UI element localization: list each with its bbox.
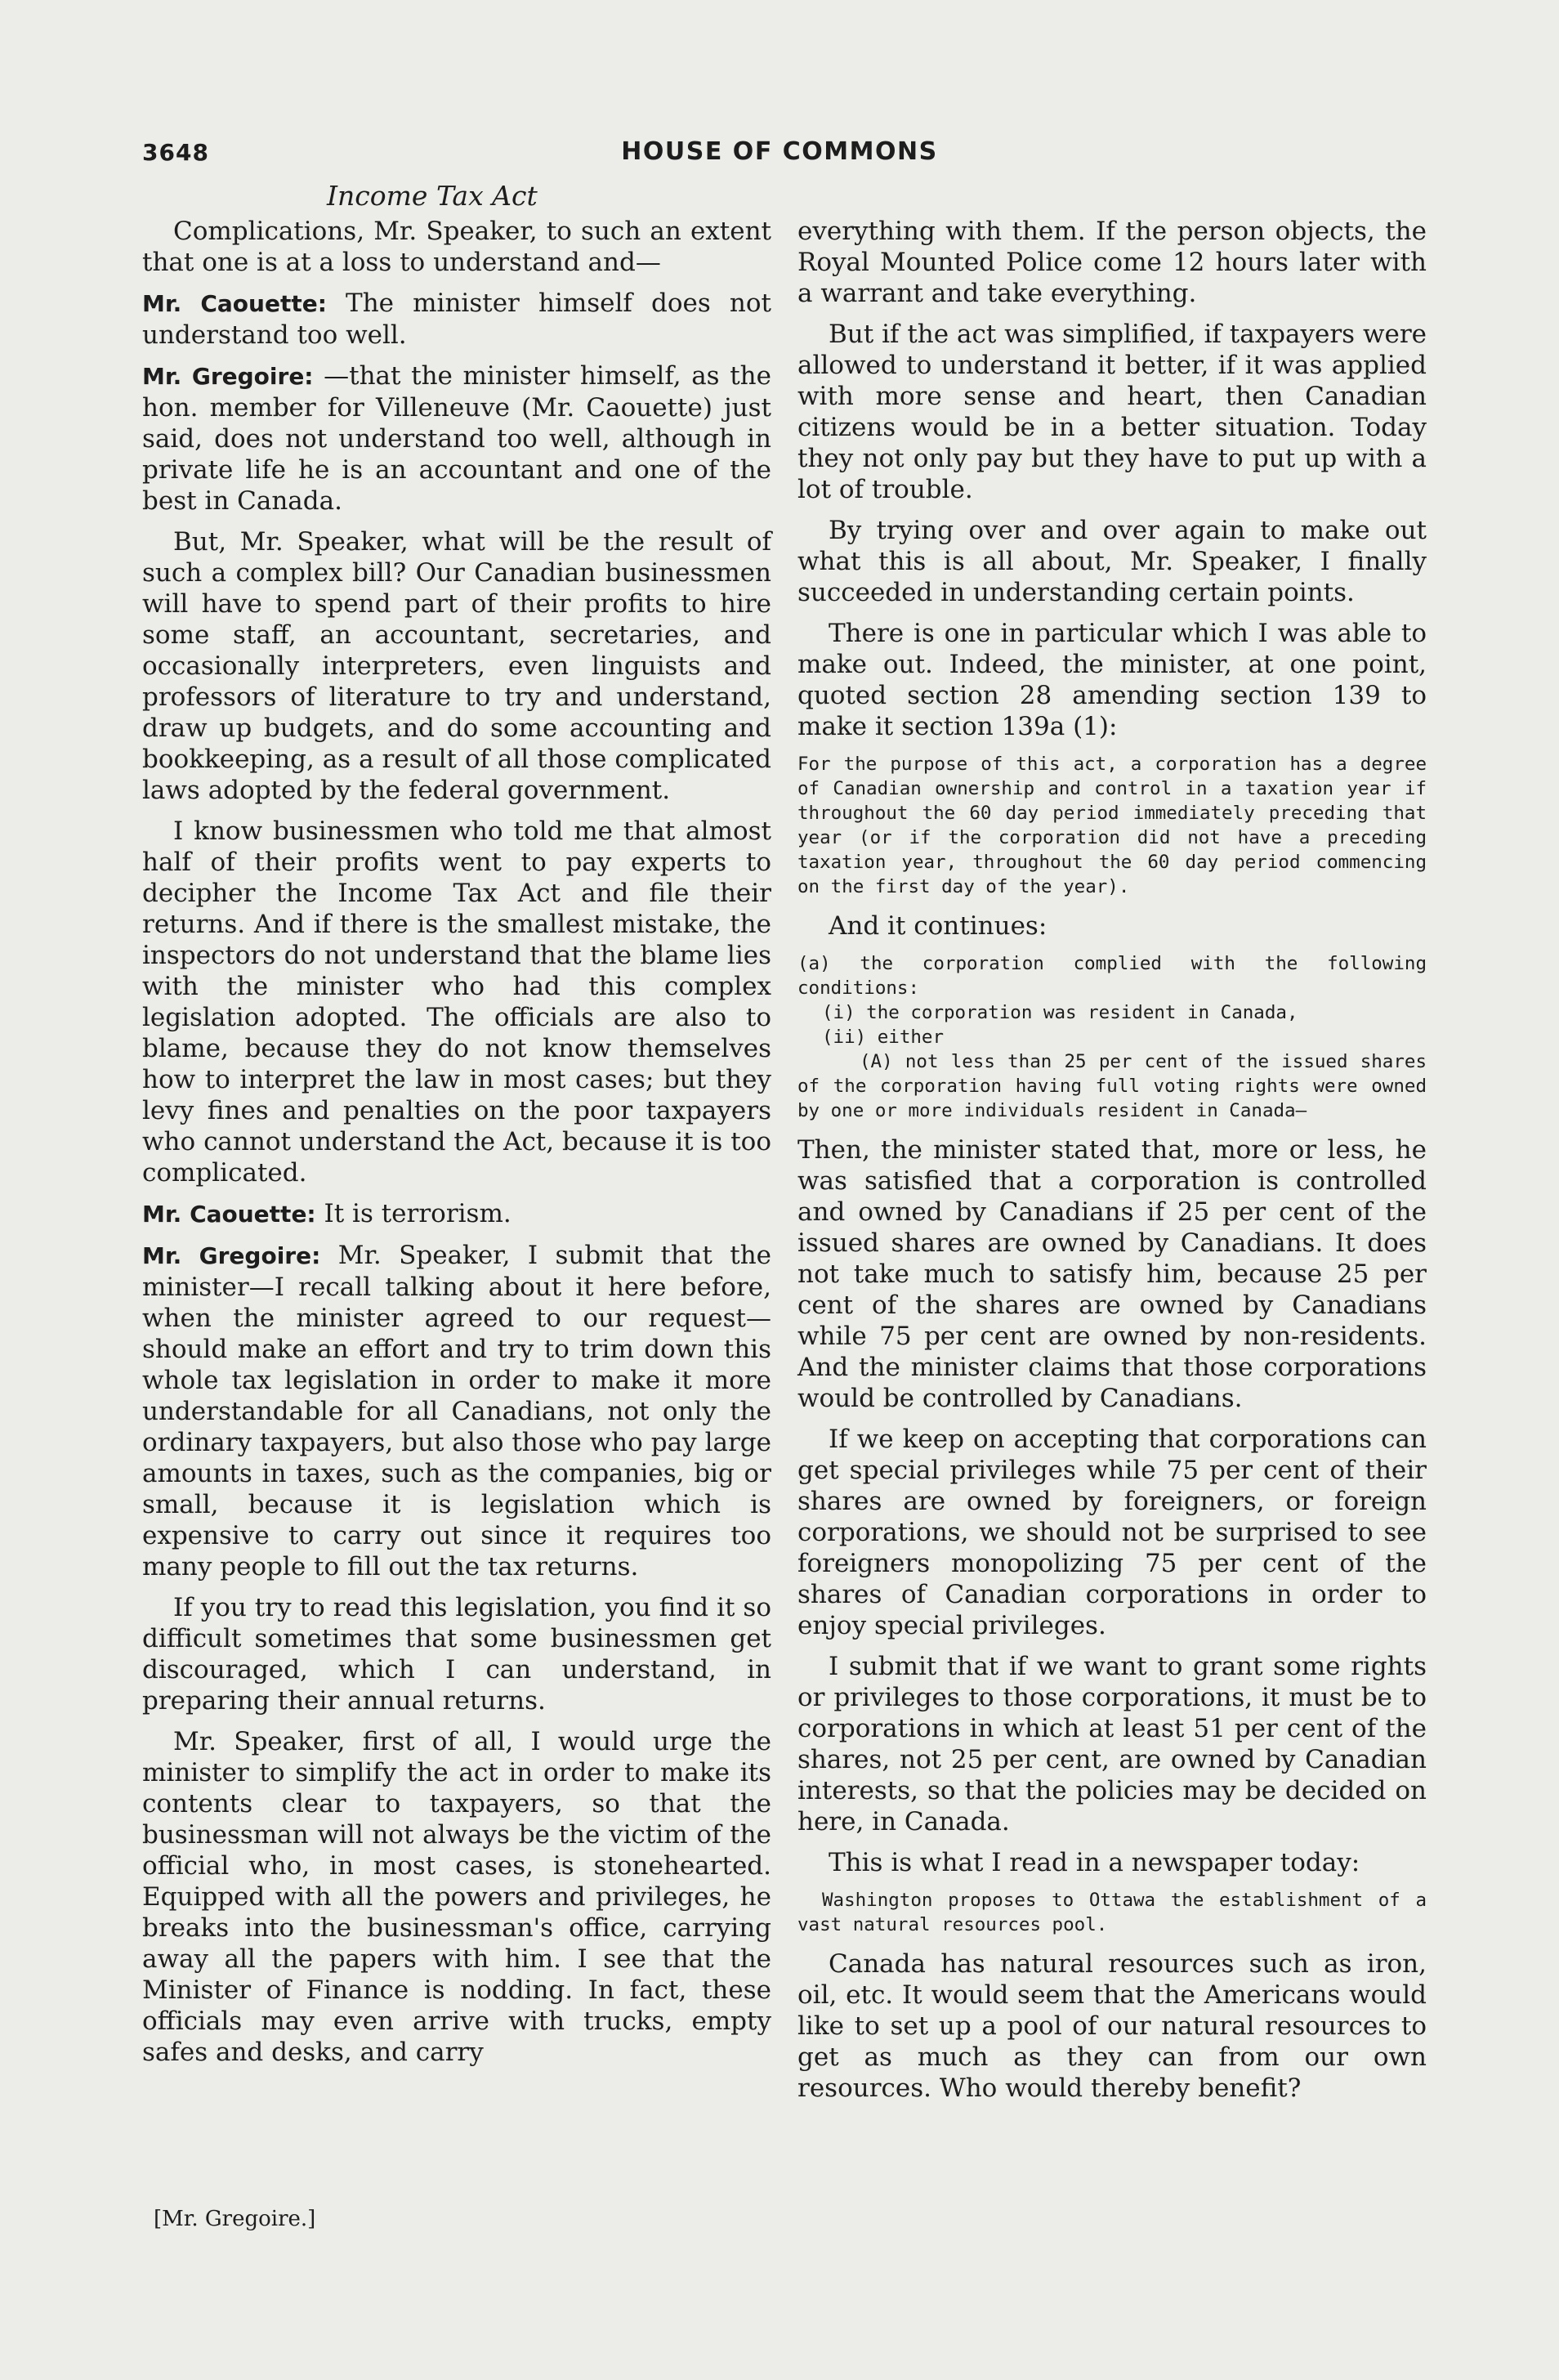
right-column xyxy=(797,216,1427,2114)
paragraph: I know businessmen who told me that almost half of their profits went to pay experts to decipher the Income Tax Act and file their returns. And if there is the smallest mistake, the inspectors do not understand that the blame lies with the minister who had this complex legislation adopted. The officials are also to blame, because they do not know themselves how to interpret the law in most cases; but they levy fines and penalties on the poor taxpayers who cannot understand the Act, because it is too complicated. xyxy=(142,816,771,1188)
speaker-name: Mr. Gregoire: xyxy=(142,363,314,390)
paragraph: And it continues: xyxy=(829,911,1048,941)
block-quote xyxy=(797,1888,1427,1937)
speech-text: The minister himself does not understand too well. xyxy=(142,289,772,350)
page-number: 3648 xyxy=(142,139,209,166)
quote-text: (a) the corporation complied with the following conditions: xyxy=(797,953,1427,999)
paragraph: Mr. Speaker, first of all, I would urge the minister to simplify the act in order to make its contents clear to taxpayers, so that the businessman will not always be the victim of the official who, in most cases, is stonehearted. Equipped with all the powers and privileges, he breaks into the businessman's office, carrying away all the papers with him. I see that the Minister of Finance is nodding. In fact, these officials may even arrive with trucks, empty safes and desks, and carry xyxy=(142,1727,771,2067)
quote-text: (ii) either xyxy=(822,1027,945,1048)
quote-text: Washington proposes to Ottawa the establishment of a vast natural resources pool. xyxy=(797,1890,1427,1935)
paragraph: I submit that if we want to grant some rights or privileges to those corporations, it must be to corporations in which at least 51 per cent of the shares, not 25 per cent, are owned by Canadian interests, so that the policies may be decided on here, in Canada. xyxy=(797,1652,1427,1836)
paragraph: Complications, Mr. Speaker, to such an extent that one is at a loss to understand and— xyxy=(142,217,771,277)
paragraph: This is what I read in a newspaper today: xyxy=(829,1848,1360,1877)
quote-text: (A) not less than 25 per cent of the issued shares of the corporation having full voting rights were owned by one or more individuals resident in Canada— xyxy=(797,1051,1427,1121)
paragraph: everything with them. If the person objects, the Royal Mounted Police come 12 hours later with a warrant and take everything. xyxy=(797,217,1427,308)
speech-text: It is terrorism. xyxy=(315,1199,511,1228)
block-quote xyxy=(797,951,1427,1123)
running-head: HOUSE OF COMMONS xyxy=(621,137,938,166)
paragraph: Canada has natural resources such as iron, oil, etc. It would seem that the Americans would like to set up a pool of our natural resources to get as much as they can from our own resources. Who would thereby benefit? xyxy=(797,1949,1427,2103)
speaker-name: Mr. Caouette: xyxy=(142,1201,316,1228)
left-column xyxy=(142,216,771,2078)
paragraph: There is one in particular which I was able to make out. Indeed, the minister, at one point, quoted section 28 amending section 139 to make it section 139a (1): xyxy=(797,619,1427,741)
speaker-name: Mr. Caouette: xyxy=(142,290,327,317)
speech-text: —that the minister himself, as the hon. member for Villeneuve (Mr. Caouette) just said, does not understand too well, although in private life he is an accountant and one of the best in Canada. xyxy=(142,361,771,516)
quote-text: (i) the corporation was resident in Canada, xyxy=(822,1002,1298,1023)
speech xyxy=(142,288,771,351)
quote-text: For the purpose of this act, a corporation has a degree of Canadian ownership and control in a taxation year if throughout the 60 day period immediately preceding that year (or if the corporation did not have a preceding taxation year, throughout the 60 day period commencing on the first day of the year). xyxy=(797,754,1427,897)
speech xyxy=(142,1198,771,1230)
footer-speaker-ref: [Mr. Gregoire.] xyxy=(154,2207,316,2231)
paragraph: But if the act was simplified, if taxpayers were allowed to understand it better, if it was applied with more sense and heart, then Canadian citizens would be in a better situation. Today they not only pay but they have to put up with a lot of trouble. xyxy=(797,320,1427,504)
subject-heading: Income Tax Act xyxy=(327,180,538,212)
paragraph: If you try to read this legislation, you find it so difficult sometimes that some businessmen get discouraged, which I can understand, in preparing their annual returns. xyxy=(142,1593,771,1716)
speech-text: Mr. Speaker, I submit that the minister—I recall talking about it here before, when the minister agreed to our request—should make an effort and try to trim down this whole tax legislation in order to make it more understandable for all Canadians, not only the ordinary taxpayers, but also those who pay large amounts in taxes, such as the companies, big or small, because it is legislation which is expensive to carry out since it requires too many people to fill out the tax returns. xyxy=(142,1241,771,1581)
paragraph: But, Mr. Speaker, what will be the result of such a complex bill? Our Canadian businessmen will have to spend part of their profits to hire some staff, an accountant, secretaries, and occasionally interpreters, even linguists and professors of literature to try and understand, draw up budgets, and do some accounting and bookkeeping, as a result of all those complicated laws adopted by the federal government. xyxy=(142,527,771,805)
block-quote xyxy=(797,752,1427,899)
paragraph: If we keep on accepting that corporations can get special privileges while 75 per cent of their shares are owned by foreigners, or foreign corporations, we should not be surprised to see foreigners monopolizing 75 per cent of the shares of Canadian corporations in order to enjoy special privileges. xyxy=(797,1425,1427,1640)
paragraph: Then, the minister stated that, more or less, he was satisfied that a corporation is controlled and owned by Canadians if 25 per cent of the issued shares are owned by Canadians. It does not take much to satisfy him, because 25 per cent of the shares are owned by Canadians while 75 per cent are owned by non-residents. And the minister claims that those corporations would be controlled by Canadians. xyxy=(797,1135,1427,1413)
speech xyxy=(142,1240,771,1582)
speaker-name: Mr. Gregoire: xyxy=(142,1242,321,1269)
paragraph: By trying over and over again to make out what this is all about, Mr. Speaker, I finally succeeded in understanding certain points. xyxy=(797,516,1427,607)
speech xyxy=(142,360,771,517)
